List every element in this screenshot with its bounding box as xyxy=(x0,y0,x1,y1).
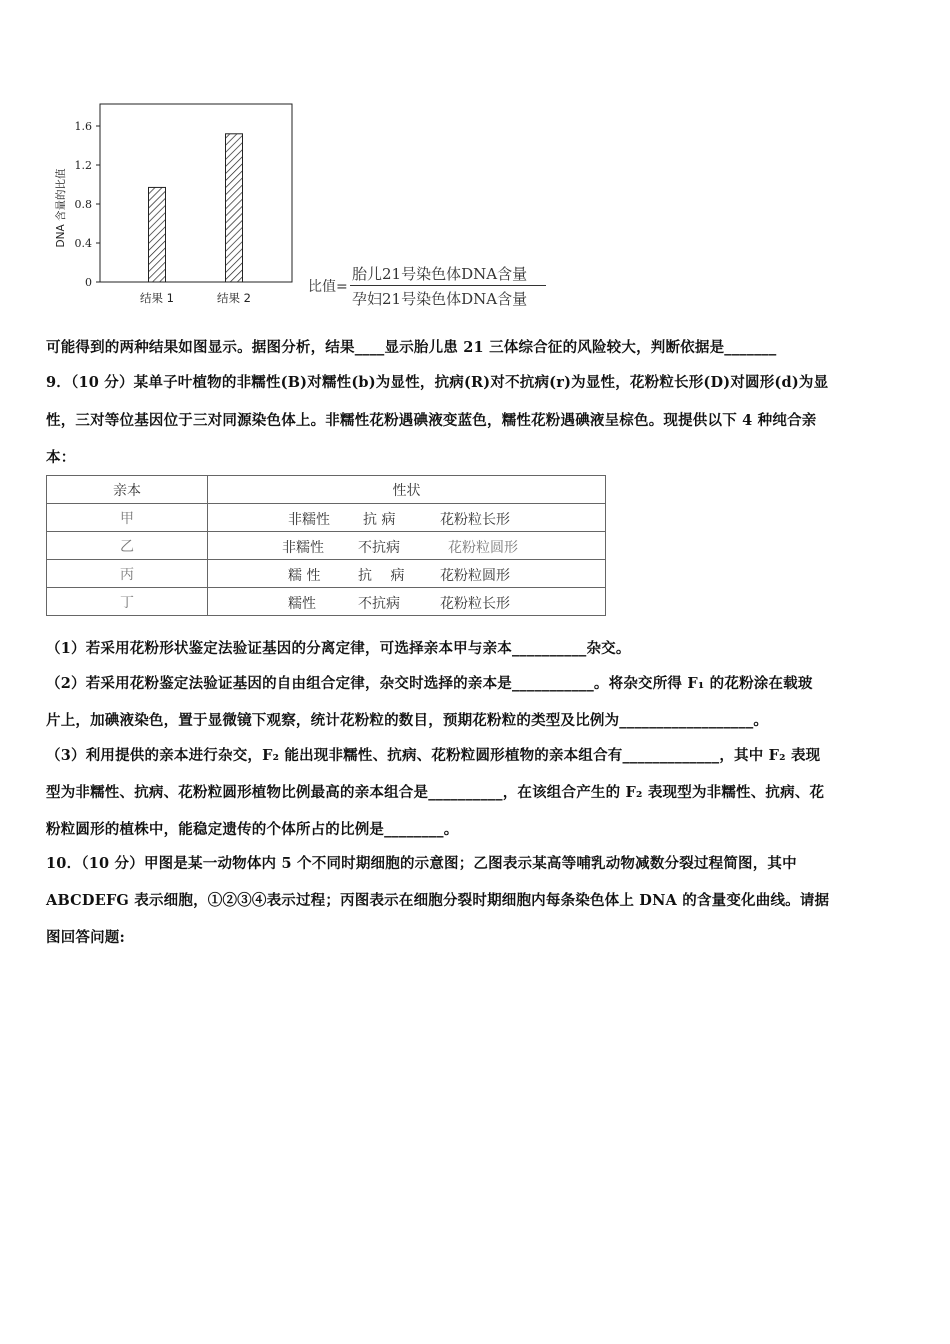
bar-1 xyxy=(149,187,166,282)
parent-name: 乙 xyxy=(47,532,208,560)
x-category-label: 结果 1 xyxy=(140,291,174,305)
parents-traits-table xyxy=(46,475,606,616)
trait-waxy: 糯性 xyxy=(288,596,316,612)
question-9-line-3: 本： xyxy=(46,449,76,466)
bar-2 xyxy=(226,134,243,282)
ratio-label: 比值= xyxy=(308,279,348,295)
question-9-part-2-line-2: 片上，加碘液染色，置于显微镜下观察，统计花粉粒的数目，预期花粉粒的类型及比例为__________________。 xyxy=(46,712,769,729)
y-tick-label: 0.8 xyxy=(74,198,92,211)
parent-name: 甲 xyxy=(47,504,208,532)
question-10-line-2: ABCDEFG 表示细胞，①②③④表示过程；丙图表示在细胞分裂时期细胞内每条染色体上 DNA 的含量变化曲线。请据 xyxy=(46,892,830,909)
trait-pollen: 花粉粒圆形 xyxy=(448,540,518,556)
question-9-part-3-line-1: （3）利用提供的亲本进行杂交，F₂ 能出现非糯性、抗病、花粉粒圆形植物的亲本组合有_____________，其中 F₂ 表现 xyxy=(46,747,821,764)
trait-waxy: 糯 性 xyxy=(288,568,321,584)
question-10-line-3: 图回答问题: xyxy=(46,929,126,946)
table-row xyxy=(47,532,606,560)
table-header-row xyxy=(47,476,606,504)
question-9-line-1: 9．（10 分）某单子叶植物的非糯性(B)对糯性(b)为显性，抗病(R)对不抗病(r)为显性，花粉粒长形(D)对圆形(d)为显 xyxy=(46,374,829,391)
trait-pollen: 花粉粒长形 xyxy=(440,512,510,528)
text-line-chart-question: 可能得到的两种结果如图显示。据图分析，结果____显示胎儿患 21 三体综合征的风险较大，判断依据是_______ xyxy=(46,339,777,356)
table-row xyxy=(47,588,606,616)
trait-pollen: 花粉粒圆形 xyxy=(440,568,510,584)
header-traits: 性状 xyxy=(208,476,606,504)
traits-cell xyxy=(208,560,606,588)
traits-cell xyxy=(208,588,606,616)
trait-pollen: 花粉粒长形 xyxy=(440,596,510,612)
x-category-label: 结果 2 xyxy=(217,291,251,305)
traits-cell xyxy=(208,532,606,560)
ratio-denominator: 孕妇21号染色体DNA含量 xyxy=(352,290,528,308)
parent-name: 丁 xyxy=(47,588,208,616)
y-tick-label: 1.2 xyxy=(74,159,92,172)
y-tick-label: 0 xyxy=(85,276,92,289)
trait-disease: 不抗病 xyxy=(358,540,400,556)
ratio-numerator: 胎儿21号染色体DNA含量 xyxy=(352,265,528,283)
y-tick-label: 1.6 xyxy=(74,120,92,133)
question-9-part-3-line-2: 型为非糯性、抗病、花粉粒圆形植物比例最高的亲本组合是__________，在该组合产生的 F₂ 表现型为非糯性、抗病、花 xyxy=(46,784,825,801)
traits-cell xyxy=(208,504,606,532)
trait-disease: 抗 病 xyxy=(358,568,405,584)
y-axis-label: DNA 含量的比值 xyxy=(55,168,67,248)
fraction-bar xyxy=(350,285,546,286)
dna-ratio-bar-chart xyxy=(48,96,308,316)
trait-waxy: 非糯性 xyxy=(288,512,330,528)
table-row xyxy=(47,560,606,588)
question-9-line-2: 性，三对等位基因位于三对同源染色体上。非糯性花粉遇碘液变蓝色，糯性花粉遇碘液呈棕色。现提供以下 4 种纯合亲 xyxy=(46,412,817,429)
question-9-part-2-line-1: （2）若采用花粉鉴定法验证基因的自由组合定律，杂交时选择的亲本是___________。将杂交所得 F₁ 的花粉涂在载玻 xyxy=(46,675,813,692)
trait-waxy: 非糯性 xyxy=(282,540,324,556)
plot-frame xyxy=(100,104,292,282)
table-row xyxy=(47,504,606,532)
trait-disease: 不抗病 xyxy=(358,596,400,612)
question-9-part-1: （1）若采用花粉形状鉴定法验证基因的分离定律，可选择亲本甲与亲本__________杂交。 xyxy=(46,640,631,657)
y-tick-label: 0.4 xyxy=(74,237,92,250)
question-9-part-3-line-3: 粉粒圆形的植株中，能稳定遗传的个体所占的比例是________。 xyxy=(46,821,459,838)
header-parent: 亲本 xyxy=(47,476,208,504)
parent-name: 丙 xyxy=(47,560,208,588)
ratio-formula xyxy=(308,263,558,313)
trait-disease: 抗 病 xyxy=(363,512,396,528)
question-10-line-1: 10．（10 分）甲图是某一动物体内 5 个不同时期细胞的示意图；乙图表示某高等哺乳动物减数分裂过程简图，其中 xyxy=(46,855,797,872)
